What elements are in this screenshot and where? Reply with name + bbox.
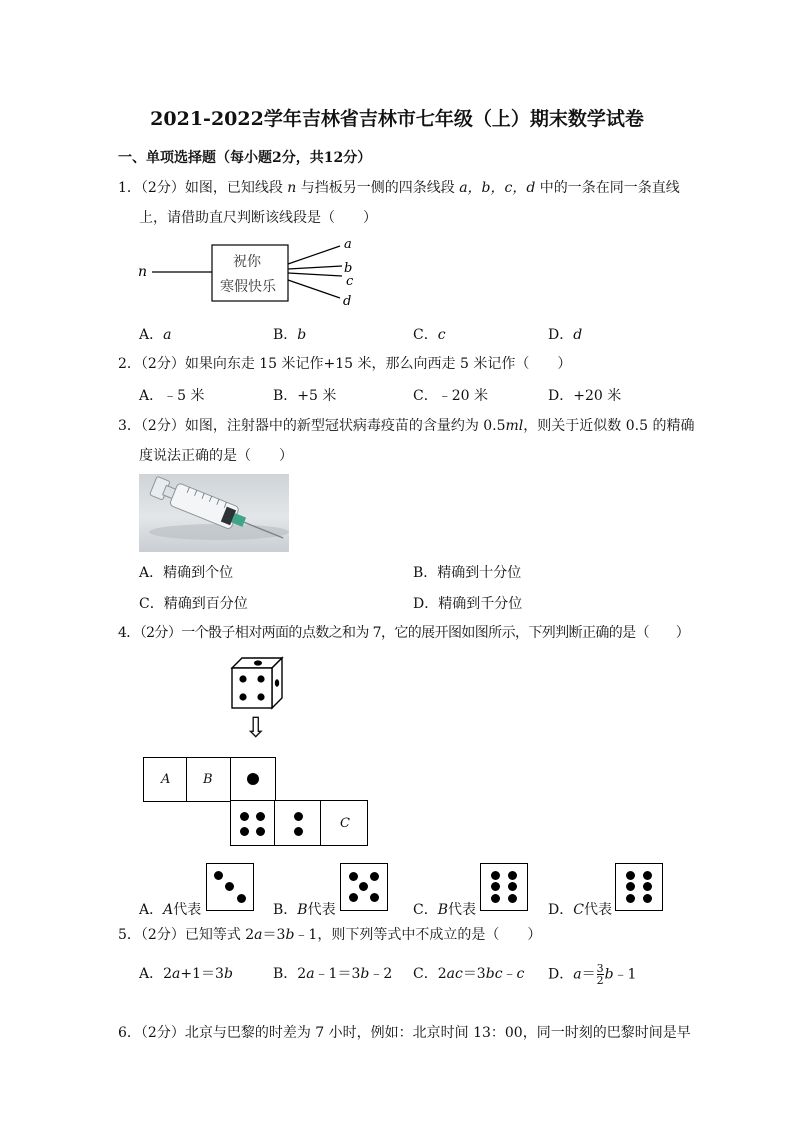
opt-var: A — [163, 902, 174, 918]
syringe-photo — [139, 474, 289, 552]
pip — [491, 894, 500, 903]
pip — [214, 871, 223, 880]
die-3d-figure — [228, 656, 286, 710]
pip — [370, 872, 379, 881]
pip — [256, 827, 265, 836]
question-4: 4．（2分）一个骰子相对两面的点数之和为 7，它的展开图如图所示，下列判断正确的是（ ） — [118, 625, 690, 641]
down-arrow-icon: ⇩ — [244, 711, 268, 744]
v: a — [172, 966, 181, 982]
q5-text-b: ＝3 — [262, 927, 286, 943]
question-3-line-2: 度说法正确的是（ ） — [139, 448, 293, 464]
opt-label: C． — [413, 902, 438, 918]
opt-value: b — [297, 327, 307, 343]
pip — [491, 871, 500, 880]
net-face-b — [186, 757, 232, 802]
net-face-two — [274, 800, 322, 846]
pip — [349, 872, 358, 881]
net-label-b: B — [203, 772, 213, 787]
q4-option-c-text — [413, 899, 476, 919]
opt-var: C — [573, 902, 584, 918]
q5-var-b: b — [285, 927, 295, 943]
opt-label: A． — [139, 327, 164, 343]
opt-value: c — [437, 327, 446, 343]
q1-text-c: 中的一条在同一条直线 — [535, 180, 680, 196]
q5-text-c: ﹣1，则下列等式中不成立的是（ ） — [294, 927, 542, 943]
board-text-2: 寒假快乐 — [220, 279, 276, 295]
pip — [240, 812, 249, 821]
t: ＝3 — [462, 966, 486, 982]
syringe-icon — [139, 474, 289, 552]
question-5 — [118, 925, 541, 945]
q4-option-a-text — [139, 899, 201, 919]
q1-option-b — [273, 324, 306, 344]
q3-unit: ml — [505, 418, 524, 434]
pip — [240, 827, 249, 836]
q1-option-a — [139, 324, 171, 344]
pip — [359, 882, 368, 891]
q5-option-a — [139, 963, 233, 983]
v: b — [604, 966, 614, 983]
q3-option-a: A．精确到个位 — [139, 565, 234, 581]
q4-option-a-face — [206, 863, 254, 911]
opt-word: 代表 — [173, 902, 202, 918]
label-d: d — [343, 294, 352, 309]
t: A．2 — [139, 966, 173, 982]
q1-text-a: 1．（2分）如图，已知线段 — [118, 180, 288, 196]
question-6: 6．（2分）北京与巴黎的时差为 7 小时，例如：北京时间 13：00，同一时刻的巴黎时间是早 — [118, 1025, 691, 1041]
label-c: c — [346, 274, 354, 289]
q4-option-c-face — [480, 863, 528, 911]
v: ac — [446, 966, 463, 982]
pip — [294, 827, 303, 836]
t: C．2 — [413, 966, 447, 982]
q3-text-b: ，则关于近似数 0.5 的精确 — [523, 418, 695, 434]
t: ﹣1＝3 — [314, 966, 361, 982]
question-2: 2．（2分）如果向东走 15 米记作+15 米，那么向西走 5 米记作（ ） — [118, 356, 572, 372]
v: c — [516, 966, 525, 982]
opt-word: 代表 — [583, 902, 612, 918]
opt-label: D． — [548, 902, 574, 918]
opt-word: 代表 — [307, 902, 336, 918]
question-1-line-1 — [118, 178, 680, 198]
opt-label: B． — [273, 902, 298, 918]
pip — [643, 882, 652, 891]
q5-text-a: 5．（2分）已知等式 2 — [118, 927, 255, 943]
net-face-a — [143, 757, 188, 802]
denominator: 2 — [596, 974, 604, 987]
q4-option-d-face — [615, 863, 663, 911]
segment-d — [288, 280, 340, 298]
q3-option-d: D．精确到千分位 — [413, 596, 523, 612]
v: b — [223, 966, 233, 982]
opt-label: C． — [413, 327, 438, 343]
pip — [626, 882, 635, 891]
pip — [349, 893, 358, 902]
opt-var: B — [437, 902, 449, 918]
q2-option-d: D．+20 米 — [548, 388, 622, 404]
q4-option-b-face — [340, 863, 388, 911]
q1-option-c — [413, 324, 446, 344]
q5-option-d — [548, 963, 636, 986]
q5-option-b — [273, 963, 392, 983]
opt-value: a — [163, 327, 172, 343]
net-label-c: C — [340, 816, 350, 831]
pip — [508, 871, 517, 880]
q1-text-b: 与挡板另一侧的四条线段 — [296, 180, 460, 196]
q4-option-b-text — [273, 899, 336, 919]
q1-figure — [130, 236, 370, 312]
q2-option-b: B．+5 米 — [273, 388, 337, 404]
q1-var-n: n — [287, 180, 297, 196]
net-face-four — [230, 800, 276, 846]
opt-value: d — [573, 327, 583, 343]
segment-c — [288, 273, 342, 276]
pip — [626, 871, 635, 880]
pip — [508, 894, 517, 903]
opt-var: B — [297, 902, 308, 918]
pip — [491, 882, 500, 891]
q5-var-a: a — [254, 927, 263, 943]
label-b: b — [344, 261, 353, 276]
q3-option-b: B．精确到十分位 — [413, 565, 522, 581]
pip — [247, 773, 259, 785]
v: a — [306, 966, 315, 982]
opt-word: 代表 — [448, 902, 477, 918]
q1-vars-abcd: a，b，c，d — [459, 180, 536, 196]
opt-label: A． — [139, 902, 164, 918]
t: ﹣2 — [369, 966, 393, 982]
t: D． — [548, 966, 574, 983]
opt-label: B． — [273, 327, 298, 343]
pip — [508, 882, 517, 891]
t: B．2 — [273, 966, 307, 982]
q4-option-d-text — [548, 899, 612, 919]
q2-option-a: A．﹣5 米 — [139, 388, 205, 404]
pip — [225, 882, 234, 891]
t: +1＝3 — [180, 966, 224, 982]
pip — [294, 812, 303, 821]
v: bc — [485, 966, 503, 982]
q1-option-d — [548, 324, 582, 344]
segment-b — [288, 266, 342, 269]
question-3-line-1 — [118, 416, 694, 436]
label-n: n — [138, 264, 148, 280]
pip — [643, 894, 652, 903]
net-label-a: A — [161, 772, 171, 787]
q2-option-c: C．﹣20 米 — [413, 388, 488, 404]
pip — [626, 894, 635, 903]
page-title: 2021-2022学年吉林省吉林市七年级（上）期末数学试卷 — [150, 108, 644, 130]
pip — [256, 812, 265, 821]
board-text-1: 祝你 — [233, 254, 261, 270]
fraction-three-halves — [597, 963, 604, 986]
t: ﹣1 — [613, 966, 637, 983]
v: a — [573, 966, 582, 983]
t: ＝ — [581, 966, 596, 983]
q3-text-a: 3．（2分）如图，注射器中的新型冠状病毒疫苗的含量约为 0.5 — [118, 418, 506, 434]
q3-option-c: C．精确到百分位 — [139, 596, 248, 612]
segment-a — [288, 246, 340, 264]
v: b — [360, 966, 370, 982]
net-face-c — [320, 800, 368, 846]
q5-option-c — [413, 963, 524, 983]
t: ﹣ — [502, 966, 517, 982]
question-1-line-2: 上，请借助直尺判断该线段是（ ） — [139, 210, 377, 226]
numerator: 3 — [596, 962, 604, 975]
pip — [370, 893, 379, 902]
opt-label: D． — [548, 327, 574, 343]
pip — [237, 894, 246, 903]
pip — [643, 871, 652, 880]
label-a: a — [344, 237, 352, 252]
section-heading: 一、单项选择题（每小题2分，共12分） — [118, 150, 372, 166]
net-face-one — [230, 757, 276, 802]
